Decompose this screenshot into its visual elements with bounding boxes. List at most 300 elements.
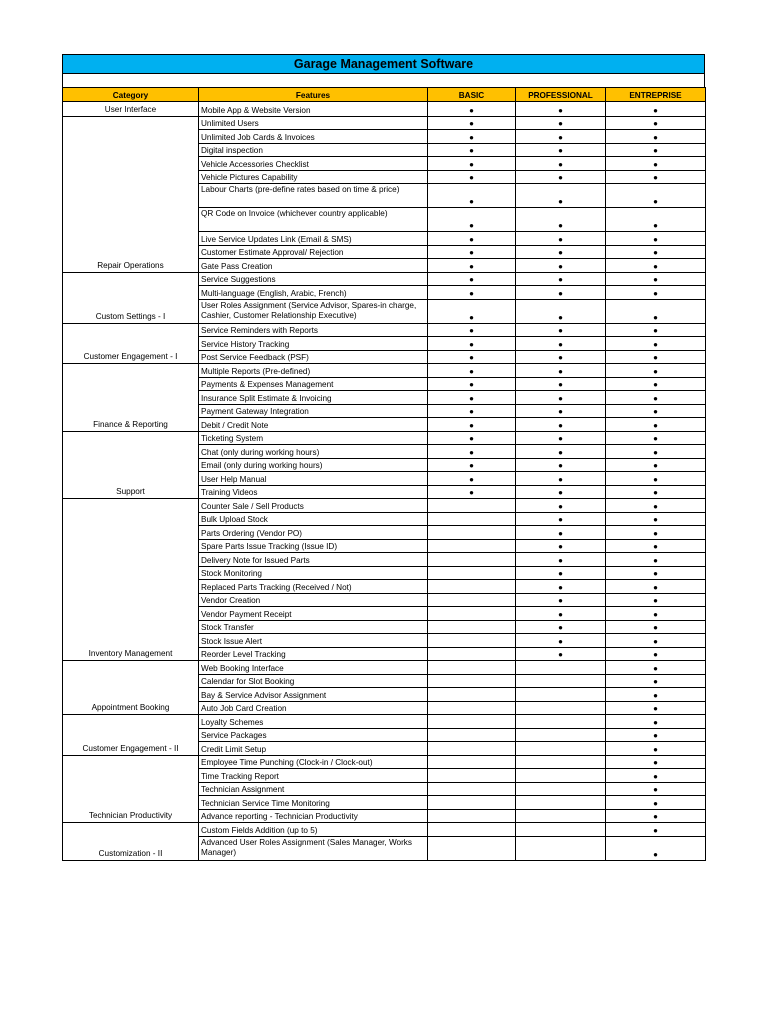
enterprise-check-cell [606,553,706,567]
professional-check-cell [516,323,606,337]
bullet-icon: ● [653,650,658,659]
enterprise-check-cell [606,232,706,246]
basic-check-cell [428,688,516,702]
enterprise-check-cell [606,593,706,607]
feature-cell: Auto Job Card Creation [199,701,428,715]
bullet-icon: ● [469,132,474,142]
feature-cell: Mobile App & Website Version [199,102,428,117]
professional-check-cell [516,391,606,405]
bullet-icon: ● [653,704,658,713]
bullet-icon: ● [558,248,563,257]
basic-check-cell [428,512,516,526]
enterprise-check-cell [606,485,706,499]
feature-cell: Bay & Service Advisor Assignment [199,688,428,702]
feature-table [62,87,706,861]
bullet-icon: ● [653,407,658,416]
professional-check-cell [516,566,606,580]
feature-cell: Service Packages [199,728,428,742]
enterprise-check-cell [606,796,706,810]
basic-check-cell [428,391,516,405]
bullet-icon: ● [469,275,474,284]
enterprise-check-cell [606,512,706,526]
professional-check-cell [516,674,606,688]
basic-check-cell [428,418,516,432]
bullet-icon: ● [469,474,474,484]
header-row [63,88,706,102]
bullet-icon: ● [469,288,474,298]
professional-check-cell [516,553,606,567]
basic-check-cell [428,701,516,715]
bullet-icon: ● [653,474,658,484]
enterprise-check-cell [606,445,706,459]
professional-check-cell [516,445,606,459]
enterprise-check-cell [606,143,706,157]
enterprise-check-cell [606,674,706,688]
bullet-icon: ● [653,261,658,271]
professional-check-cell [516,526,606,540]
feature-cell: Vehicle Accessories Checklist [199,157,428,171]
feature-cell: Delivery Note for Issued Parts [199,553,428,567]
feature-cell: Multiple Reports (Pre-defined) [199,364,428,378]
feature-cell: Live Service Updates Link (Email & SMS) [199,232,428,246]
enterprise-check-cell [606,715,706,729]
header-professional: PROFESSIONAL [516,88,606,102]
basic-check-cell [428,782,516,796]
professional-check-cell [516,593,606,607]
feature-cell: Web Booking Interface [199,661,428,675]
bullet-icon: ● [653,173,658,182]
feature-cell: Loyalty Schemes [199,715,428,729]
bullet-icon: ● [469,173,474,182]
enterprise-check-cell [606,350,706,364]
professional-check-cell [516,796,606,810]
bullet-icon: ● [469,197,474,206]
enterprise-check-cell [606,755,706,769]
feature-cell: Gate Pass Creation [199,259,428,273]
bullet-icon: ● [558,275,563,284]
basic-check-cell [428,553,516,567]
feature-cell: Employee Time Punching (Clock-in / Clock-out) [199,755,428,769]
enterprise-check-cell [606,742,706,756]
professional-check-cell [516,272,606,286]
professional-check-cell [516,232,606,246]
professional-check-cell [516,337,606,351]
bullet-icon: ● [469,488,474,497]
bullet-icon: ● [653,275,658,284]
professional-check-cell [516,647,606,661]
basic-check-cell [428,299,516,323]
feature-cell: User Roles Assignment (Service Advisor, Spares-in charge, Cashier, Customer Relationship Executive) [199,299,428,323]
bullet-icon: ● [558,434,563,443]
bullet-icon: ● [558,501,563,511]
bullet-icon: ● [558,288,563,298]
enterprise-check-cell [606,391,706,405]
basic-check-cell [428,836,516,860]
table-body [63,102,706,861]
bullet-icon: ● [653,569,658,578]
bullet-icon: ● [653,119,658,128]
enterprise-check-cell [606,607,706,621]
enterprise-check-cell [606,418,706,432]
bullet-icon: ● [653,501,658,511]
feature-cell: Post Service Feedback (PSF) [199,350,428,364]
header-basic: BASIC [428,88,516,102]
professional-check-cell [516,431,606,445]
feature-cell: QR Code on Invoice (whichever country applicable) [199,208,428,232]
professional-check-cell [516,102,606,117]
basic-check-cell [428,130,516,144]
professional-check-cell [516,143,606,157]
basic-check-cell [428,272,516,286]
bullet-icon: ● [469,420,474,430]
bullet-icon: ● [469,326,474,335]
basic-check-cell [428,245,516,259]
category-cell: Inventory Management [63,499,199,661]
feature-cell: Ticketing System [199,431,428,445]
bullet-icon: ● [469,434,474,443]
enterprise-check-cell [606,184,706,208]
bullet-icon: ● [653,380,658,389]
professional-check-cell [516,184,606,208]
professional-check-cell [516,286,606,300]
enterprise-check-cell [606,323,706,337]
enterprise-check-cell [606,364,706,378]
enterprise-check-cell [606,272,706,286]
table-row [63,102,706,117]
table-row [63,755,706,769]
table-row [63,364,706,378]
enterprise-check-cell [606,377,706,391]
basic-check-cell [428,232,516,246]
professional-check-cell [516,539,606,553]
header-features: Features [199,88,428,102]
basic-check-cell [428,539,516,553]
bullet-icon: ● [558,339,563,349]
professional-check-cell [516,823,606,837]
feature-cell: Unlimited Users [199,116,428,130]
bullet-icon: ● [653,717,658,727]
bullet-icon: ● [469,461,474,470]
bullet-icon: ● [558,234,563,244]
basic-check-cell [428,208,516,232]
basic-check-cell [428,170,516,184]
table-row [63,272,706,286]
enterprise-check-cell [606,701,706,715]
professional-check-cell [516,458,606,472]
professional-check-cell [516,661,606,675]
enterprise-check-cell [606,299,706,323]
basic-check-cell [428,742,516,756]
professional-check-cell [516,620,606,634]
feature-cell: Multi-language (English, Arabic, French) [199,286,428,300]
bullet-icon: ● [558,407,563,416]
bullet-icon: ● [558,366,563,376]
feature-cell: User Help Manual [199,472,428,486]
professional-check-cell [516,512,606,526]
bullet-icon: ● [469,146,474,155]
feature-cell: Email (only during working hours) [199,458,428,472]
bullet-icon: ● [653,197,658,206]
enterprise-check-cell [606,620,706,634]
professional-check-cell [516,499,606,513]
bullet-icon: ● [558,488,563,497]
bullet-icon: ● [653,555,658,565]
bullet-icon: ● [469,105,474,115]
bullet-icon: ● [558,474,563,484]
bullet-icon: ● [558,555,563,565]
feature-cell: Unlimited Job Cards & Invoices [199,130,428,144]
bullet-icon: ● [558,326,563,335]
bullet-icon: ● [653,146,658,155]
bullet-icon: ● [469,353,474,362]
bullet-icon: ● [558,623,563,632]
feature-cell: Stock Issue Alert [199,634,428,648]
bullet-icon: ● [653,663,658,673]
bullet-icon: ● [558,542,563,551]
enterprise-check-cell [606,458,706,472]
bullet-icon: ● [558,353,563,362]
bullet-icon: ● [558,159,563,169]
bullet-icon: ● [653,849,658,859]
bullet-icon: ● [653,542,658,551]
feature-cell: Spare Parts Issue Tracking (Issue ID) [199,539,428,553]
bullet-icon: ● [653,326,658,335]
feature-cell: Debit / Credit Note [199,418,428,432]
bullet-icon: ● [558,420,563,430]
enterprise-check-cell [606,431,706,445]
bullet-icon: ● [558,105,563,115]
bullet-icon: ● [653,596,658,605]
professional-check-cell [516,472,606,486]
basic-check-cell [428,809,516,823]
basic-check-cell [428,755,516,769]
category-cell: Customization - II [63,823,199,861]
bullet-icon: ● [558,609,563,619]
enterprise-check-cell [606,836,706,860]
bullet-icon: ● [558,312,563,322]
basic-check-cell [428,323,516,337]
feature-cell: Replaced Parts Tracking (Received / Not) [199,580,428,594]
enterprise-check-cell [606,130,706,144]
feature-cell: Parts Ordering (Vendor PO) [199,526,428,540]
category-cell: Support [63,431,199,499]
professional-check-cell [516,208,606,232]
sheet-title: Garage Management Software [62,54,705,74]
basic-check-cell [428,715,516,729]
enterprise-check-cell [606,499,706,513]
feature-cell: Customer Estimate Approval/ Rejection [199,245,428,259]
bullet-icon: ● [558,596,563,605]
feature-cell: Vendor Creation [199,593,428,607]
feature-cell: Calendar for Slot Booking [199,674,428,688]
bullet-icon: ● [653,528,658,538]
bullet-icon: ● [653,744,658,754]
basic-check-cell [428,674,516,688]
bullet-icon: ● [469,339,474,349]
enterprise-check-cell [606,539,706,553]
basic-check-cell [428,634,516,648]
feature-cell: Digital inspection [199,143,428,157]
bullet-icon: ● [653,288,658,298]
bullet-icon: ● [653,690,658,700]
professional-check-cell [516,742,606,756]
enterprise-check-cell [606,404,706,418]
bullet-icon: ● [469,221,474,230]
feature-cell: Reorder Level Tracking [199,647,428,661]
enterprise-check-cell [606,647,706,661]
bullet-icon: ● [653,447,658,457]
professional-check-cell [516,259,606,273]
basic-check-cell [428,286,516,300]
enterprise-check-cell [606,566,706,580]
bullet-icon: ● [653,234,658,244]
basic-check-cell [428,728,516,742]
enterprise-check-cell [606,208,706,232]
enterprise-check-cell [606,102,706,117]
bullet-icon: ● [558,461,563,470]
professional-check-cell [516,755,606,769]
bullet-icon: ● [653,420,658,430]
bullet-icon: ● [469,119,474,128]
bullet-icon: ● [653,353,658,362]
category-cell: Repair Operations [63,116,199,272]
basic-check-cell [428,485,516,499]
bullet-icon: ● [558,173,563,182]
category-cell: User Interface [63,102,199,117]
basic-check-cell [428,184,516,208]
bullet-icon: ● [653,636,658,646]
professional-check-cell [516,728,606,742]
feature-cell: Advance reporting - Technician Productivity [199,809,428,823]
professional-check-cell [516,418,606,432]
bullet-icon: ● [558,380,563,389]
professional-check-cell [516,404,606,418]
basic-check-cell [428,116,516,130]
feature-cell: Service History Tracking [199,337,428,351]
bullet-icon: ● [653,825,658,835]
bullet-icon: ● [558,636,563,646]
basic-check-cell [428,620,516,634]
enterprise-check-cell [606,259,706,273]
basic-check-cell [428,661,516,675]
feature-cell: Time Tracking Report [199,769,428,783]
bullet-icon: ● [558,146,563,155]
bullet-icon: ● [653,515,658,524]
category-cell: Custom Settings - I [63,272,199,323]
basic-check-cell [428,404,516,418]
enterprise-check-cell [606,634,706,648]
bullet-icon: ● [469,366,474,376]
basic-check-cell [428,102,516,117]
professional-check-cell [516,245,606,259]
category-cell: Customer Engagement - II [63,715,199,756]
basic-check-cell [428,526,516,540]
bullet-icon: ● [469,312,474,322]
feature-cell: Vehicle Pictures Capability [199,170,428,184]
professional-check-cell [516,485,606,499]
bullet-icon: ● [653,366,658,376]
feature-cell: Service Reminders with Reports [199,323,428,337]
basic-check-cell [428,647,516,661]
category-cell: Technician Productivity [63,755,199,823]
basic-check-cell [428,796,516,810]
basic-check-cell [428,337,516,351]
feature-cell: Service Suggestions [199,272,428,286]
professional-check-cell [516,769,606,783]
enterprise-check-cell [606,728,706,742]
bullet-icon: ● [653,221,658,230]
basic-check-cell [428,472,516,486]
basic-check-cell [428,580,516,594]
feature-cell: Stock Transfer [199,620,428,634]
professional-check-cell [516,157,606,171]
basic-check-cell [428,377,516,391]
basic-check-cell [428,566,516,580]
bullet-icon: ● [469,234,474,244]
feature-cell: Labour Charts (pre-define rates based on time & price) [199,184,428,208]
bullet-icon: ● [558,132,563,142]
table-row [63,661,706,675]
bullet-icon: ● [653,488,658,497]
basic-check-cell [428,350,516,364]
bullet-icon: ● [653,798,658,808]
basic-check-cell [428,593,516,607]
basic-check-cell [428,157,516,171]
bullet-icon: ● [653,312,658,322]
professional-check-cell [516,701,606,715]
enterprise-check-cell [606,809,706,823]
spreadsheet [62,54,705,861]
bullet-icon: ● [558,221,563,230]
bullet-icon: ● [653,758,658,767]
table-row [63,431,706,445]
professional-check-cell [516,688,606,702]
bullet-icon: ● [558,569,563,578]
professional-check-cell [516,782,606,796]
bullet-icon: ● [558,197,563,206]
professional-check-cell [516,580,606,594]
bullet-icon: ● [653,771,658,781]
table-row [63,823,706,837]
basic-check-cell [428,259,516,273]
feature-cell: Technician Assignment [199,782,428,796]
enterprise-check-cell [606,823,706,837]
category-cell: Appointment Booking [63,661,199,715]
bullet-icon: ● [653,105,658,115]
enterprise-check-cell [606,580,706,594]
professional-check-cell [516,116,606,130]
feature-cell: Payment Gateway Integration [199,404,428,418]
feature-cell: Technician Service Time Monitoring [199,796,428,810]
enterprise-check-cell [606,526,706,540]
bullet-icon: ● [558,582,563,592]
feature-cell: Custom Fields Addition (up to 5) [199,823,428,837]
bullet-icon: ● [653,582,658,592]
bullet-icon: ● [653,393,658,403]
bullet-icon: ● [653,731,658,740]
enterprise-check-cell [606,286,706,300]
header-enterprise: ENTREPRISE [606,88,706,102]
feature-cell: Insurance Split Estimate & Invoicing [199,391,428,405]
professional-check-cell [516,809,606,823]
bullet-icon: ● [469,447,474,457]
bullet-icon: ● [653,159,658,169]
category-cell: Finance & Reporting [63,364,199,432]
professional-check-cell [516,364,606,378]
bullet-icon: ● [469,407,474,416]
bullet-icon: ● [653,461,658,470]
professional-check-cell [516,836,606,860]
